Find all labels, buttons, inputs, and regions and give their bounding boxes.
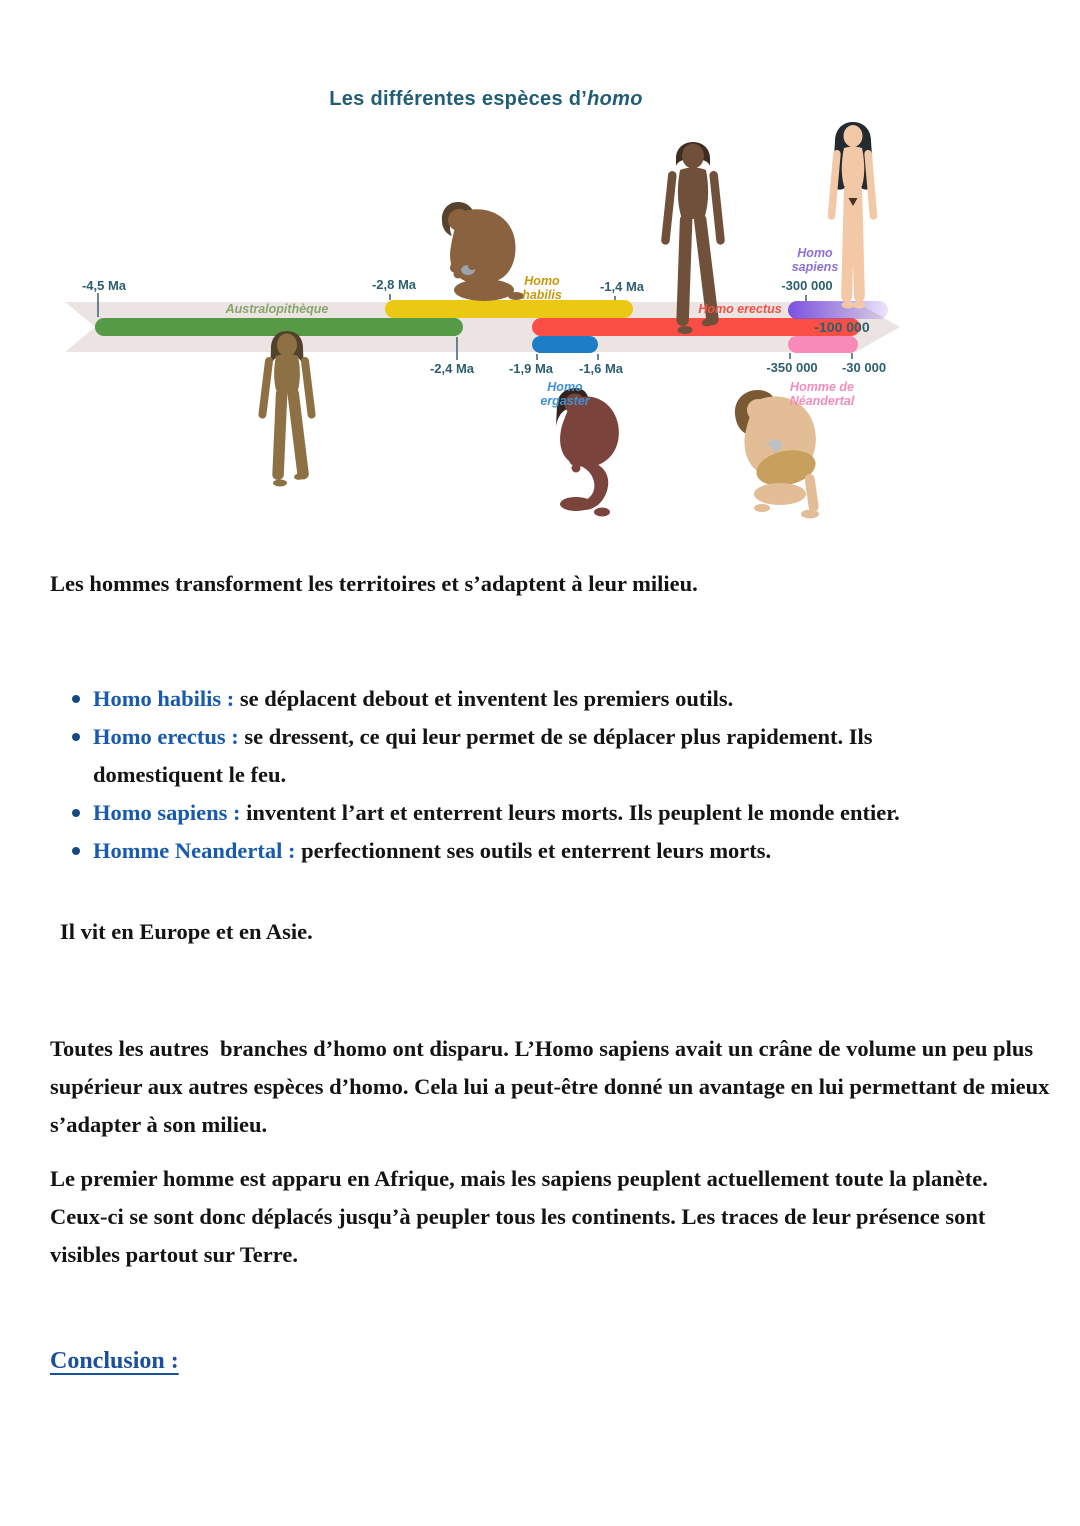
bar-homo-ergaster [532,336,598,353]
homo-timeline-diagram [0,0,1080,540]
species-label-sapiens-line2: sapiens [791,260,839,274]
species-term: Homo erectus : [93,724,239,749]
diagram-title-text: Les différentes espèces d’ [329,88,588,110]
species-desc: se dressent, ce qui leur permet de se déplacer plus rapidement. Ils domestiquent le feu. [93,724,873,787]
conclusion-heading: Conclusion : [50,1348,179,1374]
bar-homo-sapiens [788,301,888,319]
diagram-title-italic: homo [587,88,643,110]
species-desc: se déplacent debout et inventent les premiers outils. [234,686,734,711]
species-label-neandertal-line2: Néandertal [789,394,855,408]
species-desc: perfectionnent ses outils et enterrent leurs morts. [295,838,772,863]
bar-homo-erectus [532,318,860,336]
species-label-ergaster-line1: Homo [547,380,583,394]
species-desc: inventent l’art et enterrent leurs morts. Ils peuplent le monde entier. [240,800,900,825]
time-label-350000: -350 000 [766,360,818,375]
time-label-1-9ma: -1,9 Ma [508,361,554,376]
species-list [50,680,1003,870]
australopithecus-figure [258,331,316,487]
homo-habilis-figure [442,202,524,301]
species-label-ergaster-line2: ergaster [540,394,590,408]
species-label-habilis-line1: Homo [524,274,560,288]
intro-heading: Les hommes transforment les territoires et s’adaptent à leur milieu. [50,571,698,596]
list-item-habilis [50,680,1003,718]
species-label-sapiens-line1: Homo [797,246,833,260]
species-label-australopitheque: Australopithèque [225,302,329,316]
time-label-1-6ma: -1,6 Ma [578,361,624,376]
bullet-icon [72,847,80,855]
bar-neandertal [788,336,858,353]
species-label-erectus: Homo erectus [698,302,782,316]
list-item-sapiens [50,794,1003,832]
paragraph-disparition: Toutes les autres branches d’homo ont disparu. L’Homo sapiens avait un crâne de volume un peu plus supérieur aux autres espèces d’homo. Cela lui a peut-être donné un avantage en lui permettant de mieux s’adapter à son milieu. [50,1036,1055,1137]
neandertal-figure [735,390,819,519]
list-item-erectus [50,718,1003,794]
species-label-neandertal-line1: Homme de [790,380,854,394]
list-item-neandertal [50,832,1003,870]
species-label-habilis-line2: habilis [522,288,562,302]
bullet-icon [72,733,80,741]
bullet-icon [72,809,80,817]
time-label-1-4ma: -1,4 Ma [599,279,645,294]
time-label-300000: -300 000 [781,278,833,293]
note-europe-asie: Il vit en Europe et en Asie. [60,919,313,944]
bullet-icon [72,695,80,703]
time-label-4-5ma: -4,5 Ma [81,278,127,293]
time-label-100000: -100 000 [814,319,870,335]
time-label-30000: -30 000 [841,360,887,375]
species-term: Homme Neandertal : [93,838,296,863]
species-term: Homo habilis : [93,686,235,711]
species-term: Homo sapiens : [93,800,241,825]
time-label-2-4ma: -2,4 Ma [429,361,475,376]
homo-sapiens-figure [827,122,877,309]
time-label-2-8ma: -2,8 Ma [371,277,417,292]
bar-homo-habilis [385,300,633,318]
paragraph-afrique: Le premier homme est apparu en Afrique, mais les sapiens peuplent actuellement toute la planète. Ceux-ci se sont donc déplacés jusqu’à peupler tous les continents. Les traces de leur présence sont visibles partout sur Terre. [50,1166,994,1267]
